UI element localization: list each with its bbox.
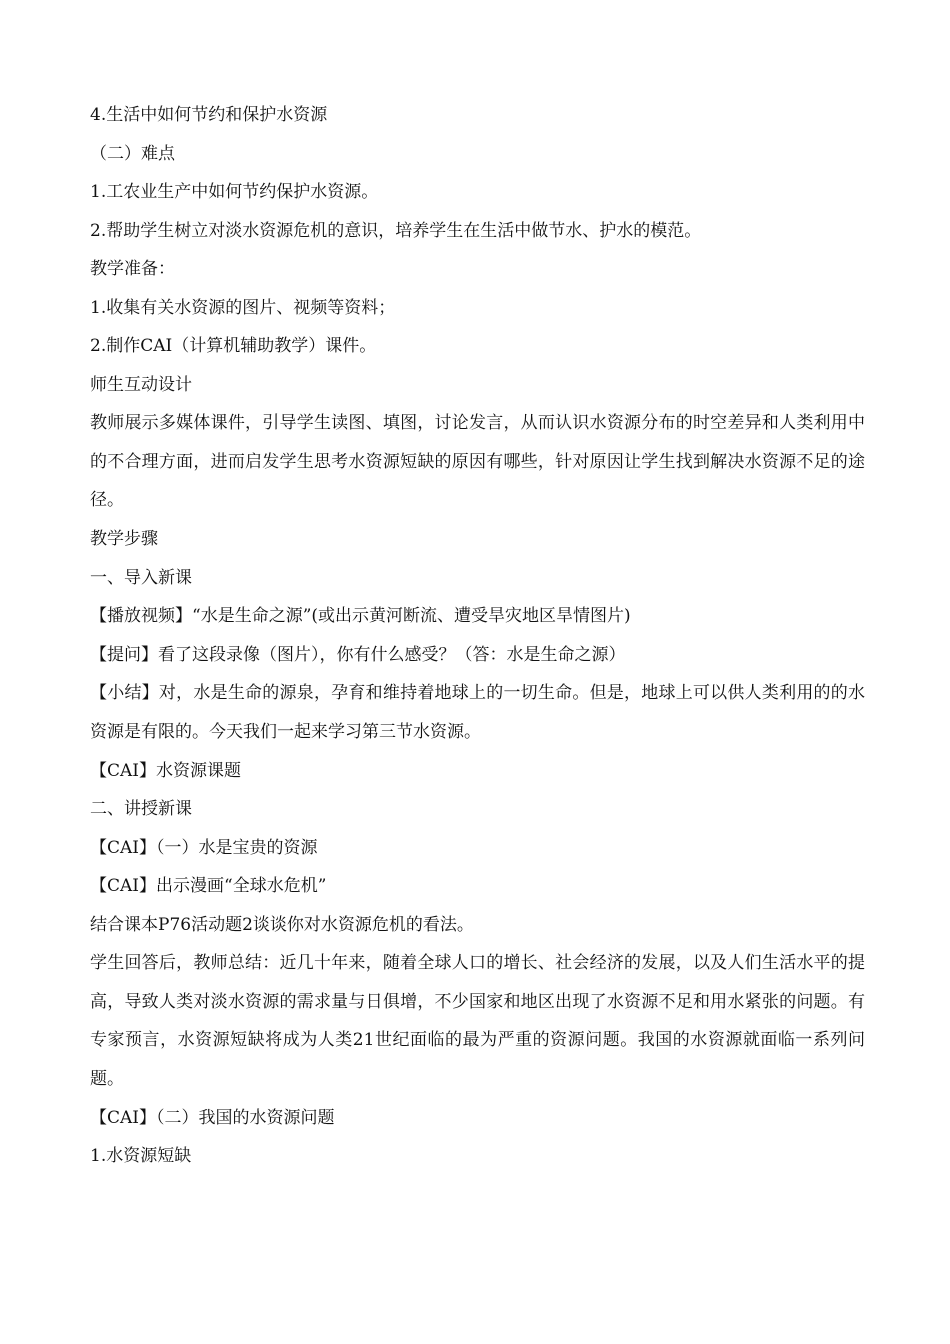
text-line: 【CAI】水资源课题: [90, 760, 241, 781]
text-line: 【CAI】（一）水是宝贵的资源: [90, 837, 318, 858]
section-heading: 二、讲授新课: [90, 799, 192, 820]
paragraph: 【小结】对，水是生命的源泉，孕育和维持着地球上的一切生命。但是，地球上可以供人类利用的的水资源是有限的。今天我们一起来学习第三节水资源。: [90, 683, 865, 742]
document-body: [90, 96, 865, 1176]
text-line: 2.制作CAI（计算机辅助教学）课件。: [90, 336, 377, 356]
paragraph: 教师展示多媒体课件，引导学生读图、填图，讨论发言，从而认识水资源分布的时空差异和人类利用中的不合理方面，进而启发学生思考水资源短缺的原因有哪些，针对原因让学生找到解决水资源不足的途径。: [90, 413, 865, 511]
section-heading: 一、导入新课: [90, 567, 192, 588]
text-line: 4.生活中如何节约和保护水资源: [90, 105, 328, 125]
text-line: 2.帮助学生树立对淡水资源危机的意识，培养学生在生活中做节水、护水的模范。: [90, 220, 702, 241]
section-heading: 教学步骤: [90, 529, 158, 550]
text-line: 【播放视频】“水是生命之源”(或出示黄河断流、遭受旱灾地区旱情图片): [90, 606, 631, 627]
text-line: 【提问】看了这段录像（图片），你有什么感受？（答：水是生命之源）: [90, 644, 626, 665]
section-heading: （二）难点: [90, 143, 175, 164]
text-line: 【CAI】出示漫画“全球水危机”: [90, 876, 327, 897]
text-line: 1.水资源短缺: [90, 1146, 192, 1167]
text-line: 1.收集有关水资源的图片、视频等资料；: [90, 297, 396, 318]
text-line: 【CAI】（二）我国的水资源问题: [90, 1107, 335, 1128]
text-line: 1.工农业生产中如何节约保护水资源。: [90, 182, 379, 202]
paragraph: 学生回答后，教师总结：近几十年来，随着全球人口的增长、社会经济的发展，以及人们生活水平的提高，导致人类对淡水资源的需求量与日俱增，不少国家和地区出现了水资源不足和用水紧张的问题。有专家预言，水资源短缺将成为人类21世纪面临的最为严重的资源问题。我国的水资源就面临一系列问题。: [90, 953, 865, 1090]
section-heading: 师生互动设计: [90, 374, 192, 395]
section-heading: 教学准备：: [90, 259, 175, 279]
text-line: 结合课本P76活动题2谈谈你对水资源危机的看法。: [90, 914, 474, 935]
